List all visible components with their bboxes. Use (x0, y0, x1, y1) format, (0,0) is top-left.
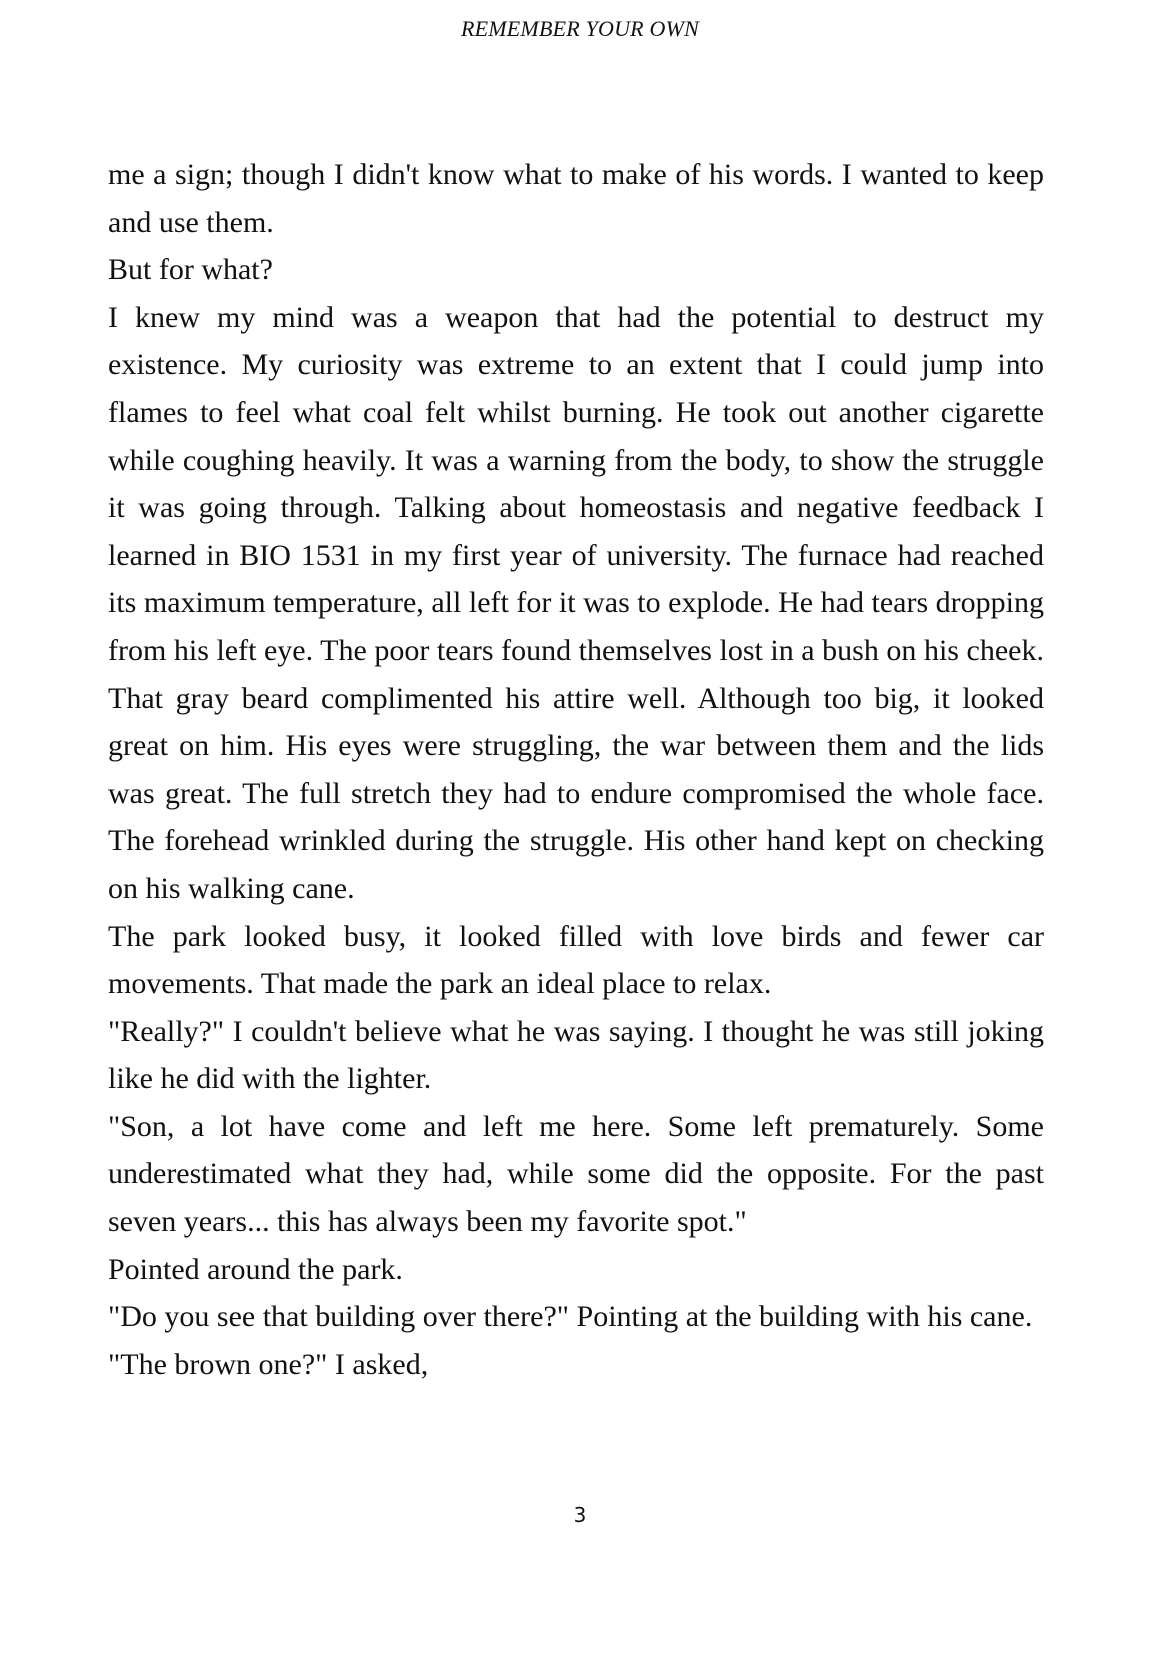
paragraph: The park looked busy, it looked filled with love birds and fewer car movements. That made the park an ideal place to relax. (108, 919, 1044, 1001)
paragraph: "Do you see that building over there?" Pointing at the building with his cane. (108, 1300, 1033, 1334)
paragraph: me a sign; though I didn't know what to make of his words. I wanted to keep and use them. (108, 158, 1044, 239)
running-header: REMEMBER YOUR OWN (460, 16, 700, 41)
paragraph: "Really?" I couldn't believe what he was saying. I thought he was still joking like he did with the lighter. (108, 1014, 1044, 1096)
paragraph: Pointed around the park. (108, 1252, 403, 1286)
body-text (108, 151, 1044, 1388)
paragraph: But for what? (108, 253, 273, 287)
paragraph: "Son, a lot have come and left me here. Some left prematurely. Some underestimated what they had, while some did the opposite. For the past seven years... this has always been my favorite spot." (108, 1109, 1044, 1239)
paragraph: "The brown one?" I asked, (108, 1347, 429, 1381)
page-number: 3 (573, 1503, 587, 1527)
paragraph: I knew my mind was a weapon that had the potential to destruct my existence. My curiosity was extreme to an extent that I could jump into flames to feel what coal felt whilst burning. He took out another cigarette while coughing heavily. It was a warning from the body, to show the struggle it was going through. Talking about homeostasis and negative feedback I learned in BIO 1531 in my first year of university. The furnace had reached its maximum temperature, all left for it was to explode. He had tears dropping from his left eye. The poor tears found themselves lost in a bush on his cheek. That gray beard complimented his attire well. Although too big, it looked great on him. His eyes were struggling, the war between them and the lids was great. The full stretch they had to endure compromised the whole face. The forehead wrinkled during the struggle. His other hand kept on checking on his walking cane. (108, 300, 1044, 905)
